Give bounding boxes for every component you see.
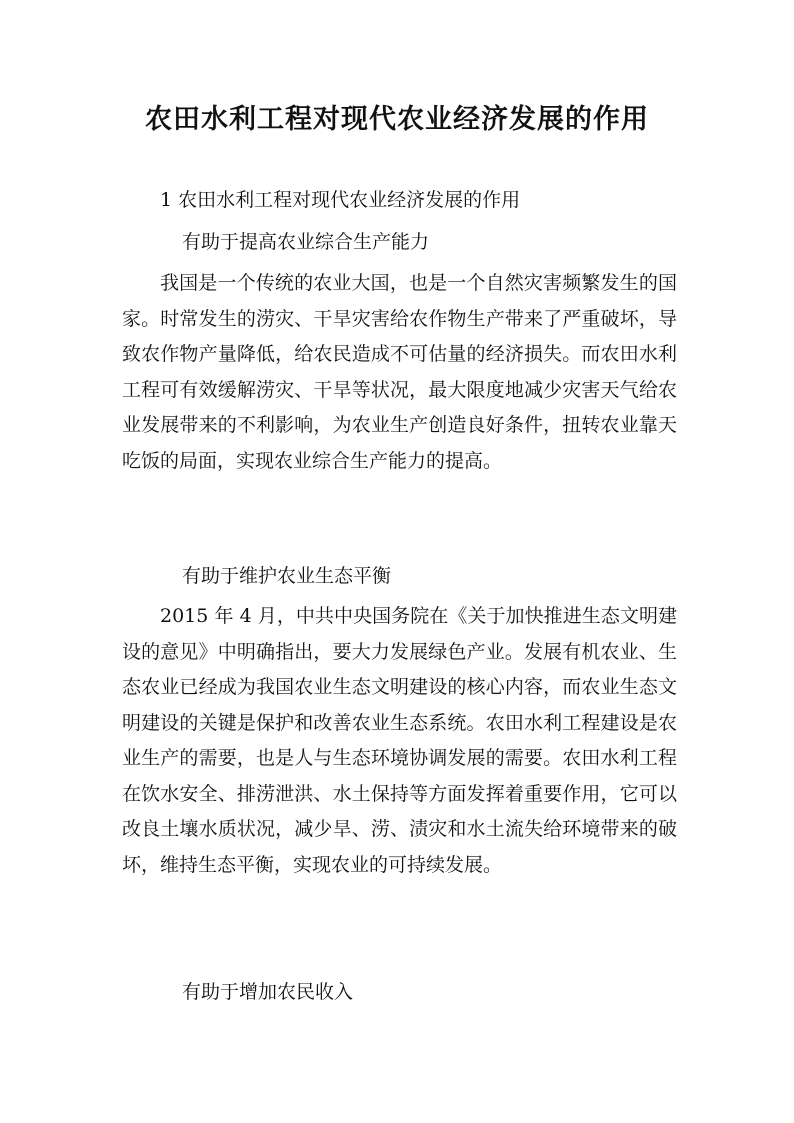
document-title: 农田水利工程对现代农业经济发展的作用 <box>145 104 649 135</box>
section-heading: 1 农田水利工程对现代农业经济发展的作用 <box>160 189 521 211</box>
subheading-ecological-balance: 有助于维护农业生态平衡 <box>182 565 392 587</box>
subheading-production-capacity: 有助于提高农业综合生产能力 <box>182 231 430 253</box>
paragraph-ecological-balance: 2015 年 4 月，中共中央国务院在《关于加快推进生态文明建设的意见》中明确指出，要大力发展绿色产业。发展有机农业、生态农业已经成为我国农业生态文明建设的核心内容，而农业生态文明建设的关键是保护和改善农业生态系统。农田水利工程建设是农业生产的需要，也是人与生态环境协调发展的需要。农田水利工程在饮水安全、排涝泄洪、水土保持等方面发挥着重要作用，它可以改良土壤水质状况，减少旱、涝、渍灾和水土流失给环境带来的破坏，维持生态平衡，实现农业的可持续发展。 <box>122 605 677 876</box>
paragraph-production-capacity: 我国是一个传统的农业大国，也是一个自然灾害频繁发生的国家。时常发生的涝灾、干旱灾害给农作物生产带来了严重破坏，导致农作物产量降低，给农民造成不可估量的经济损失。而农田水利工程可有效缓解涝灾、干旱等状况，最大限度地减少灾害天气给农业发展带来的不利影响，为农业生产创造良好条件，扭转农业靠天吃饭的局面，实现农业综合生产能力的提高。 <box>122 272 677 472</box>
subheading-farmer-income: 有助于增加农民收入 <box>182 981 354 1003</box>
